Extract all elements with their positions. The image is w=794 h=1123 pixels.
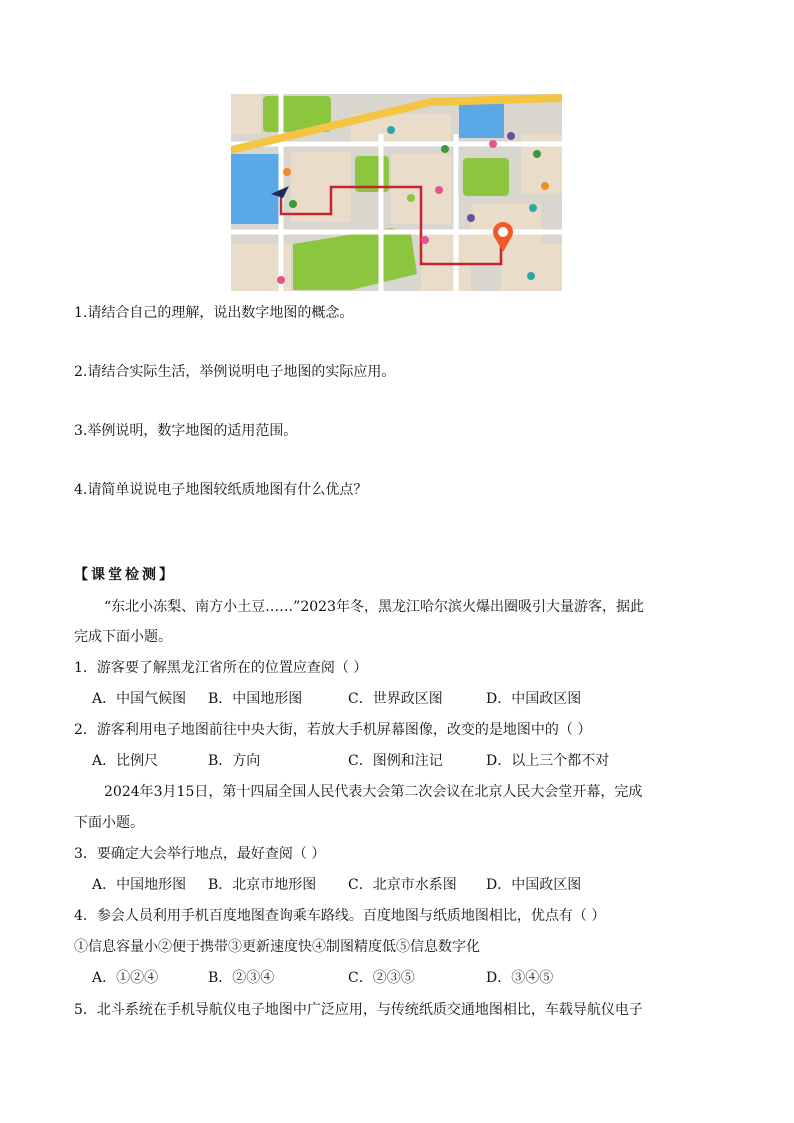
q4-stem: 4．参会人员利用手机百度地图查询乘车路线。百度地图与纸质地图相比，优点有（ ）	[74, 908, 606, 924]
q3-option-b[interactable]: B．北京市地形图	[208, 877, 317, 893]
q3-option-a[interactable]: A．中国地形图	[92, 877, 187, 893]
q2-option-c[interactable]: C．图例和注记	[348, 753, 443, 769]
section-heading: 【课堂检测】	[74, 567, 176, 583]
q1-option-c[interactable]: C．世界政区图	[348, 691, 443, 707]
q1-option-b[interactable]: B．中国地形图	[208, 691, 303, 707]
q3-option-c[interactable]: C．北京市水系图	[348, 877, 457, 893]
passage1-line1: “东北小冻梨、南方小土豆……”2023年冬，黑龙江哈尔滨火爆出圈吸引大量游客，据此	[104, 599, 644, 615]
intro-question-1: 1.请结合自己的理解，说出数字地图的概念。	[74, 305, 354, 321]
q2-option-a[interactable]: A．比例尺	[92, 753, 159, 769]
q3-stem: 3．要确定大会举行地点，最好查阅（ ）	[74, 846, 326, 862]
q5-stem: 5．北斗系统在手机导航仪电子地图中广泛应用，与传统纸质交通地图相比，车载导航仪电子	[74, 1002, 643, 1018]
passage1-line2: 完成下面小题。	[74, 629, 172, 645]
intro-question-3: 3.举例说明，数字地图的适用范围。	[74, 423, 298, 439]
q4-option-b[interactable]: B．②③④	[208, 970, 275, 986]
q4-option-d[interactable]: D．③④⑤	[486, 970, 554, 986]
q4-option-a[interactable]: A．①②④	[92, 970, 159, 986]
city-map-illustration	[231, 94, 562, 291]
q1-stem: 1．游客要了解黑龙江省所在的位置应查阅（ ）	[74, 660, 368, 676]
intro-question-2: 2.请结合实际生活，举例说明电子地图的实际应用。	[74, 364, 396, 380]
q4-items: ①信息容量小②便于携带③更新速度快④制图精度低⑤信息数字化	[74, 939, 480, 955]
q1-option-a[interactable]: A．中国气候图	[92, 691, 187, 707]
q4-option-c[interactable]: C．②③⑤	[348, 970, 415, 986]
q2-stem: 2．游客利用电子地图前往中央大街，若放大手机屏幕图像，改变的是地图中的（ ）	[74, 722, 592, 738]
q1-option-d[interactable]: D．中国政区图	[486, 691, 582, 707]
q3-option-d[interactable]: D．中国政区图	[486, 877, 582, 893]
lake-left	[231, 154, 279, 224]
passage2-line2: 下面小题。	[74, 815, 144, 831]
intro-question-4: 4.请简单说说电子地图较纸质地图有什么优点？	[74, 482, 368, 498]
lake-top-right	[459, 100, 504, 138]
passage2-line1: 2024年3月15日，第十四届全国人民代表大会第二次会议在北京人民大会堂开幕，完成	[104, 784, 643, 800]
q2-option-d[interactable]: D．以上三个都不对	[486, 753, 610, 769]
q2-option-b[interactable]: B．方向	[208, 753, 261, 769]
